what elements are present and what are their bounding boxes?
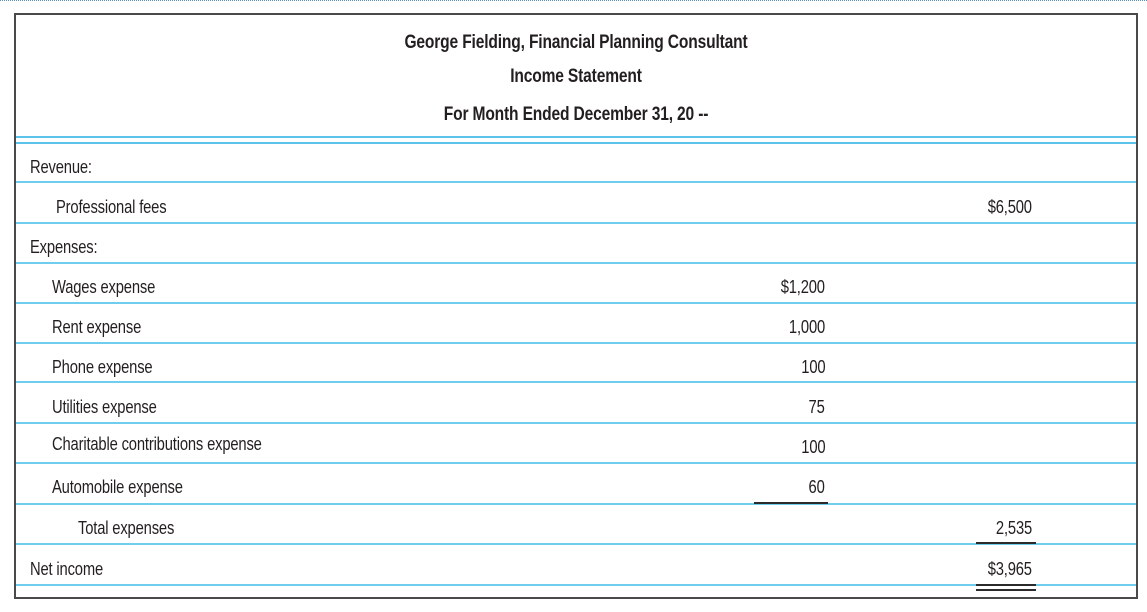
rent-expense-amount: 1,000 [788, 317, 825, 337]
net-income-label: Net income [30, 559, 104, 579]
row-divider [16, 422, 1136, 424]
statement-period: For Month Ended December 31, 20 -- [443, 104, 709, 125]
expenses-heading: Expenses: [30, 237, 98, 257]
total-expenses-label: Total expenses [78, 518, 175, 538]
top-dotted-border [0, 0, 1147, 1]
professional-fees-amount: $6,500 [987, 197, 1032, 217]
company-name: George Fielding, Financial Planning Consultant [404, 32, 748, 53]
wages-expense-label: Wages expense [52, 277, 156, 297]
professional-fees-label: Professional fees [56, 197, 167, 217]
header-divider-2 [16, 142, 1136, 144]
net-income-double-underline-top [976, 584, 1036, 586]
total-expenses-amount: 2,535 [995, 518, 1032, 538]
row-divider [16, 381, 1136, 383]
phone-expense-amount: 100 [800, 357, 825, 377]
row-divider [16, 181, 1136, 183]
row-divider [16, 302, 1136, 304]
phone-expense-label: Phone expense [52, 357, 153, 377]
statement-header [16, 15, 1136, 137]
income-statement [14, 13, 1138, 599]
automobile-expense-label: Automobile expense [52, 477, 183, 497]
utilities-expense-amount: 75 [808, 397, 825, 417]
statement-title: Income Statement [510, 66, 642, 87]
wages-expense-amount: $1,200 [780, 277, 825, 297]
charitable-expense-amount: 100 [800, 437, 825, 457]
header-divider [16, 136, 1136, 138]
charitable-expense-label: Charitable contributions expense [52, 434, 262, 454]
net-income-double-underline-bottom [976, 589, 1036, 591]
row-divider [16, 342, 1136, 344]
automobile-expense-amount: 60 [808, 477, 825, 497]
row-divider [16, 222, 1136, 224]
revenue-heading: Revenue: [30, 157, 92, 177]
row-divider [16, 462, 1136, 464]
row-divider [16, 262, 1136, 264]
total-underline [976, 542, 1036, 544]
net-income-amount: $3,965 [987, 559, 1032, 579]
row-divider [16, 584, 1136, 586]
rent-expense-label: Rent expense [52, 317, 142, 337]
subtotal-underline [754, 502, 828, 504]
utilities-expense-label: Utilities expense [52, 397, 157, 417]
row-divider [16, 543, 1136, 545]
row-divider [16, 503, 1136, 505]
